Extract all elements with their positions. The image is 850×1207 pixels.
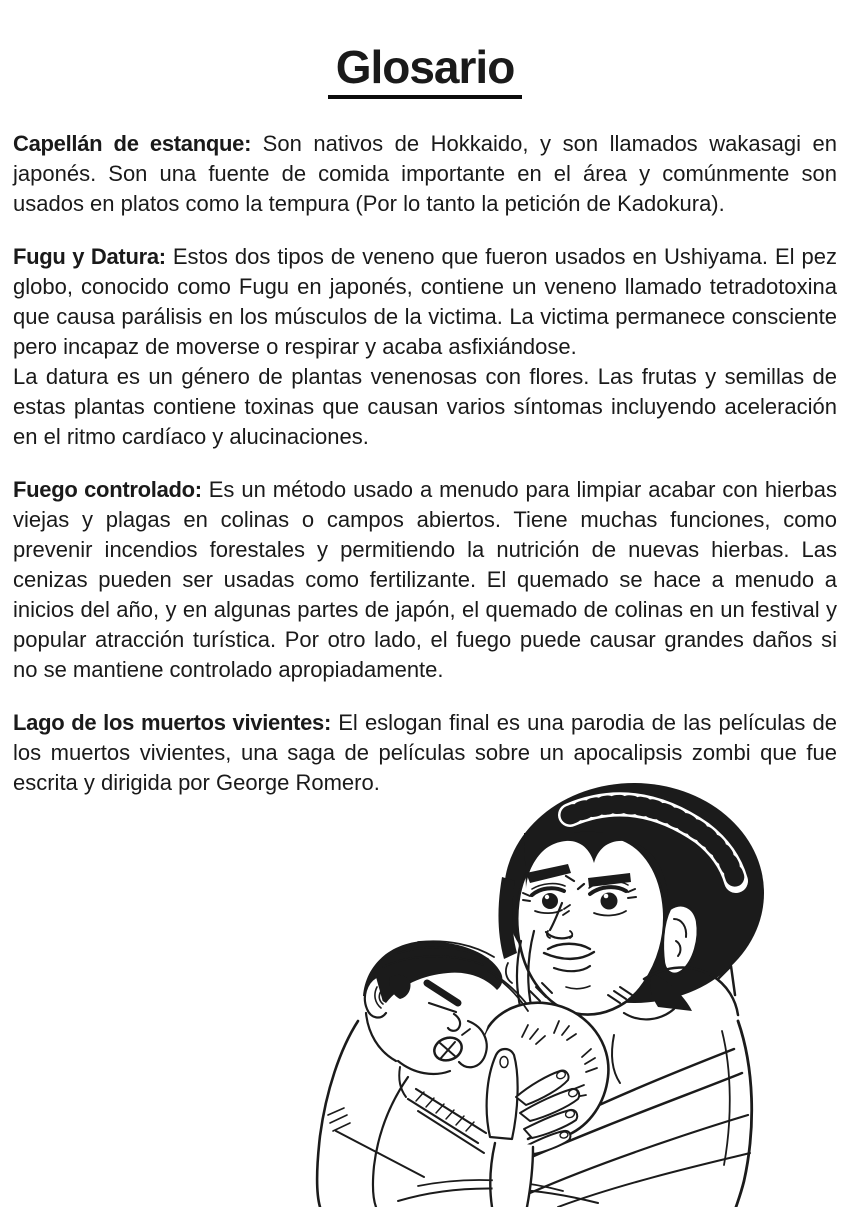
thumb (487, 1049, 518, 1139)
elbow-hatch (328, 1108, 350, 1131)
large-character (498, 783, 764, 1015)
glossary-entry (13, 242, 837, 452)
entry-definition-continued: La datura es un género de plantas venenosas con flores. Las frutas y semillas de estas plantas contiene toxinas que causan varios síntomas incluyendo aceleración en el ritmo cardíaco y alucinaciones. (13, 364, 837, 449)
chest-fold (612, 1035, 620, 1083)
entry-definition: Son nativos de Hokkaido, y son llamados wakasagi en japonés. Son una fuente de comida importante en el área y comúnmente son usados en platos como la tempura (Por lo tanto la petición de Kadokura). (13, 131, 837, 216)
collar-line (624, 1009, 674, 1019)
entry-definition: El eslogan final es una parodia de las películas de los muertos vivientes, una saga de películas sobre un apocalipsis zombi que fue escrita y dirigida por George Romero. (13, 710, 837, 795)
entry-definition: Es un método usado a menudo para limpiar acabar con hierbas viejas y plagas en colinas o campos abiertos. Tiene muchas funciones, como prevenir incendios forestales y permitiendo la nutrición de nuevas hierbas. Las cenizas pueden ser usadas como fertilizante. El quemado se hace a menudo a inicios del año, y en algunas partes de japón, el quemado de colinas en un festival y popular atracción turística. Por otro lado, el fuego puede causar grandes daños si no se mantiene controlado apropiadamente. (13, 477, 837, 682)
sash-hatch (416, 1092, 474, 1131)
page-title (0, 41, 850, 99)
entry-definition: Estos dos tipos de veneno que fueron usados en Ushiyama. El pez globo, conocido como Fugu en japonés, contiene un veneno llamado tetradotoxina que causa parálisis en los músculos de la victima. La victima permanece consciente pero incapaz de moverse o respirar y acaba asfixiándose. (13, 244, 837, 359)
hood-left-crease (506, 963, 512, 983)
right-eye-highlight (604, 894, 609, 899)
large-character-face (517, 833, 664, 1014)
robe-right-contour (736, 1021, 752, 1207)
entry-term: Fugu y Datura: (13, 244, 166, 269)
entry-term: Fuego controlado: (13, 477, 202, 502)
glossary-entry (13, 475, 837, 685)
right-pupil (601, 893, 618, 910)
entry-term: Lago de los muertos vivientes: (13, 710, 332, 735)
sash-band-3 (418, 1111, 484, 1153)
left-pupil (542, 893, 558, 909)
entry-term: Capellán de estanque: (13, 131, 252, 156)
back-contour (317, 1021, 358, 1207)
inner-arm-line (373, 1077, 408, 1207)
left-eye-highlight (545, 895, 549, 899)
glossary-entry (13, 129, 837, 219)
wrap-curve-bottom (558, 1153, 750, 1207)
glossary-entries (13, 129, 837, 798)
manga-illustration (278, 781, 778, 1207)
page-title-text: Glosario (328, 44, 523, 99)
